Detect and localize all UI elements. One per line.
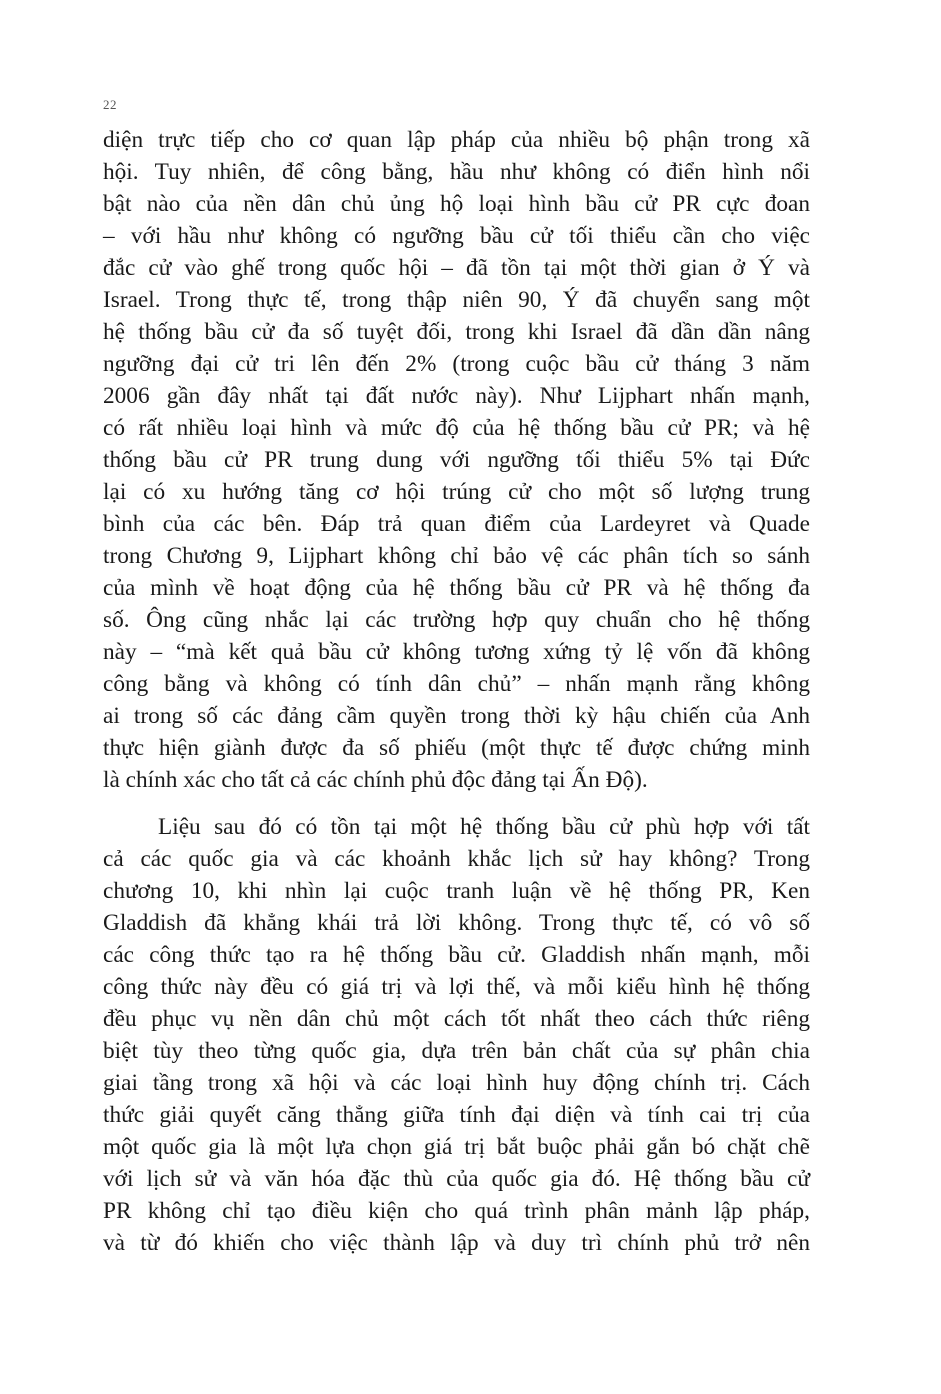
text-line: 2006 gần đây nhất tại đất nước này). Như Lijphart nhấn mạnh, — [103, 383, 810, 409]
text-line: chương 10, khi nhìn lại cuộc tranh luận về hệ thống PR, Ken — [103, 878, 810, 904]
page-number: 22 — [103, 97, 117, 112]
text-line: PR không chỉ tạo điều kiện cho quá trình phân mảnh lập pháp, — [103, 1198, 810, 1224]
text-line: hệ thống bầu cử đa số tuyệt đối, trong khi Israel đã dần dần nâng — [103, 319, 810, 345]
text-line: thống bầu cử PR trung dung với ngưỡng tối thiểu 5% tại Đức — [103, 447, 810, 473]
text-line: đều phục vụ nền dân chủ một cách tốt nhất theo cách thức riêng — [103, 1006, 810, 1032]
text-line: diện trực tiếp cho cơ quan lập pháp của nhiều bộ phận trong xã — [103, 127, 810, 153]
text-line: công thức này đều có giá trị và lợi thế, và mỗi kiểu hình hệ thống — [103, 974, 810, 1000]
text-line: thực hiện giành được đa số phiếu (một thực tế được chứng minh — [103, 735, 810, 761]
text-line: bật nào của nền dân chủ ủng hộ loại hình bầu cử PR cực đoan — [103, 191, 810, 217]
text-line: giai tầng trong xã hội và các loại hình huy động chính trị. Cách — [103, 1070, 810, 1096]
text-line: ai trong số các đảng cầm quyền trong thời kỳ hậu chiến của Anh — [103, 703, 810, 729]
text-line: số. Ông cũng nhắc lại các trường hợp quy chuẩn cho hệ thống — [103, 607, 810, 633]
text-line: thức giải quyết căng thẳng giữa tính đại diện và tính cai trị của — [103, 1102, 810, 1128]
text-line: các công thức tạo ra hệ thống bầu cử. Gladdish nhấn mạnh, mỗi — [103, 942, 810, 968]
text-line: ngưỡng đại cử tri lên đến 2% (trong cuộc bầu cử tháng 3 năm — [103, 351, 810, 377]
text-line: công bằng và không có tính dân chủ” – nhấn mạnh rằng không — [103, 671, 810, 697]
text-line: của mình về hoạt động của hệ thống bầu cử PR và hệ thống đa — [103, 575, 810, 601]
text-line: đắc cử vào ghế trong quốc hội – đã tồn tại một thời gian ở Ý và — [103, 255, 810, 281]
text-line: một quốc gia là một lựa chọn giá trị bắt buộc phải gắn bó chặt chẽ — [103, 1134, 810, 1160]
text-line: và từ đó khiến cho việc thành lập và duy trì chính phủ trở nên — [103, 1230, 810, 1256]
text-line: lại có xu hướng tăng cơ hội trúng cử cho một số lượng trung — [103, 479, 810, 505]
text-line: có rất nhiều loại hình và mức độ của hệ thống bầu cử PR; và hệ — [103, 415, 810, 441]
paragraph-2 — [103, 811, 810, 1259]
text-line: trong Chương 9, Lijphart không chỉ bảo vệ các phân tích so sánh — [103, 543, 810, 569]
paragraph-1 — [103, 124, 810, 796]
text-line: này – “mà kết quả bầu cử không tương xứng tỷ lệ vốn đã không — [103, 639, 810, 665]
text-line: Liệu sau đó có tồn tại một hệ thống bầu cử phù hợp với tất — [158, 814, 810, 840]
text-line: với lịch sử và văn hóa đặc thù của quốc gia đó. Hệ thống bầu cử — [103, 1166, 810, 1192]
body-text — [103, 124, 810, 1259]
text-line: Israel. Trong thực tế, trong thập niên 90, Ý đã chuyển sang một — [103, 287, 810, 313]
text-line: biệt tùy theo từng quốc gia, dựa trên bản chất của sự phân chia — [103, 1038, 810, 1064]
text-line: Gladdish đã khẳng khái trả lời không. Trong thực tế, có vô số — [103, 910, 810, 936]
text-line: cả các quốc gia và các khoảnh khắc lịch sử hay không? Trong — [103, 846, 810, 872]
text-line: là chính xác cho tất cả các chính phủ độc đảng tại Ấn Độ). — [103, 767, 648, 793]
text-line: hội. Tuy nhiên, để công bằng, hầu như không có điển hình nổi — [103, 159, 810, 185]
text-line: – với hầu như không có ngưỡng bầu cử tối thiểu cần cho việc — [103, 223, 810, 249]
text-line: bình của các bên. Đáp trả quan điểm của Lardeyret và Quade — [103, 511, 810, 537]
paragraph-spacer — [103, 796, 810, 811]
